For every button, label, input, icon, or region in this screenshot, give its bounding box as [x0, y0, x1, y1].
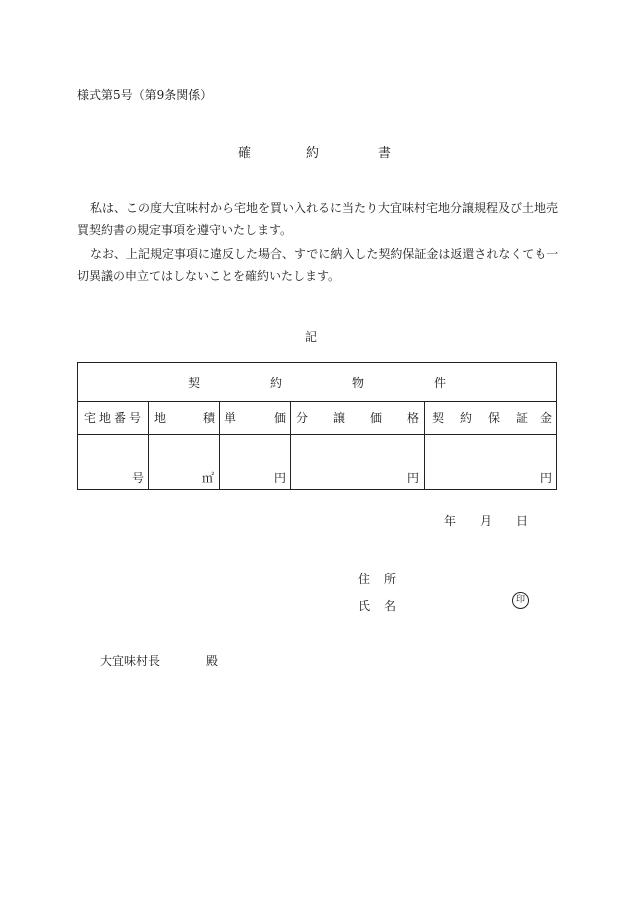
col-area-char: 地 [154, 411, 167, 425]
col-lot-number-char: 番 [114, 411, 127, 425]
unit-lot-number: 号 [132, 471, 145, 485]
col-unit-price-char: 価 [274, 411, 287, 425]
table-header-char: 物 [352, 376, 365, 390]
col-lot-number-char: 号 [129, 411, 142, 425]
unit-area: ㎡ [202, 471, 215, 485]
form-number: 様式第5号（第9条関係） [77, 88, 213, 102]
date-month-label: 月 [480, 514, 493, 528]
table-header-char: 件 [434, 376, 447, 390]
col-sale-price-char: 分 [296, 411, 309, 425]
title-char-1: 確 [238, 146, 252, 161]
title-char-2: 約 [306, 146, 320, 161]
ki-heading: 記 [305, 330, 318, 344]
table-header-char: 約 [270, 376, 283, 390]
date-year-label: 年 [444, 514, 457, 528]
col-deposit-char: 約 [460, 411, 473, 425]
col-deposit-char: 証 [516, 411, 529, 425]
name-label-char: 名 [384, 599, 397, 613]
date-day-label: 日 [516, 514, 529, 528]
pledge-paragraph: 私は、この度大宜味村から宅地を買い入れるに当たり大宜味村宅地分譲規程及び土地売買契約書の規定事項を遵守いたします。 [77, 201, 559, 237]
col-unit-price-char: 単 [224, 411, 237, 425]
col-deposit-char: 金 [540, 411, 553, 425]
col-lot-number-char: 宅 [84, 411, 97, 425]
seal-mark: 印 [512, 592, 529, 609]
recipient: 大宜味村長 [100, 654, 161, 668]
col-sale-price-char: 格 [407, 411, 420, 425]
col-deposit-char: 契 [432, 411, 445, 425]
col-area-char: 積 [203, 411, 216, 425]
property-table [77, 362, 557, 490]
title-char-3: 書 [378, 146, 392, 161]
col-deposit-char: 保 [488, 411, 501, 425]
table-header-char: 契 [188, 376, 201, 390]
col-sale-price-char: 価 [370, 411, 383, 425]
waiver-paragraph: なお、上記規定事項に違反した場合、すでに納入した契約保証金は返還されなくても一切異議の申立てはしないことを確約いたします。 [77, 247, 559, 283]
col-lot-number-char: 地 [99, 411, 112, 425]
honorific: 殿 [206, 654, 219, 668]
unit-unit-price: 円 [274, 471, 287, 485]
unit-sale-price: 円 [407, 471, 420, 485]
address-label-char: 所 [384, 572, 397, 586]
name-label-char: 氏 [358, 599, 371, 613]
col-sale-price-char: 譲 [333, 411, 346, 425]
unit-deposit: 円 [540, 471, 553, 485]
address-label-char: 住 [358, 572, 371, 586]
